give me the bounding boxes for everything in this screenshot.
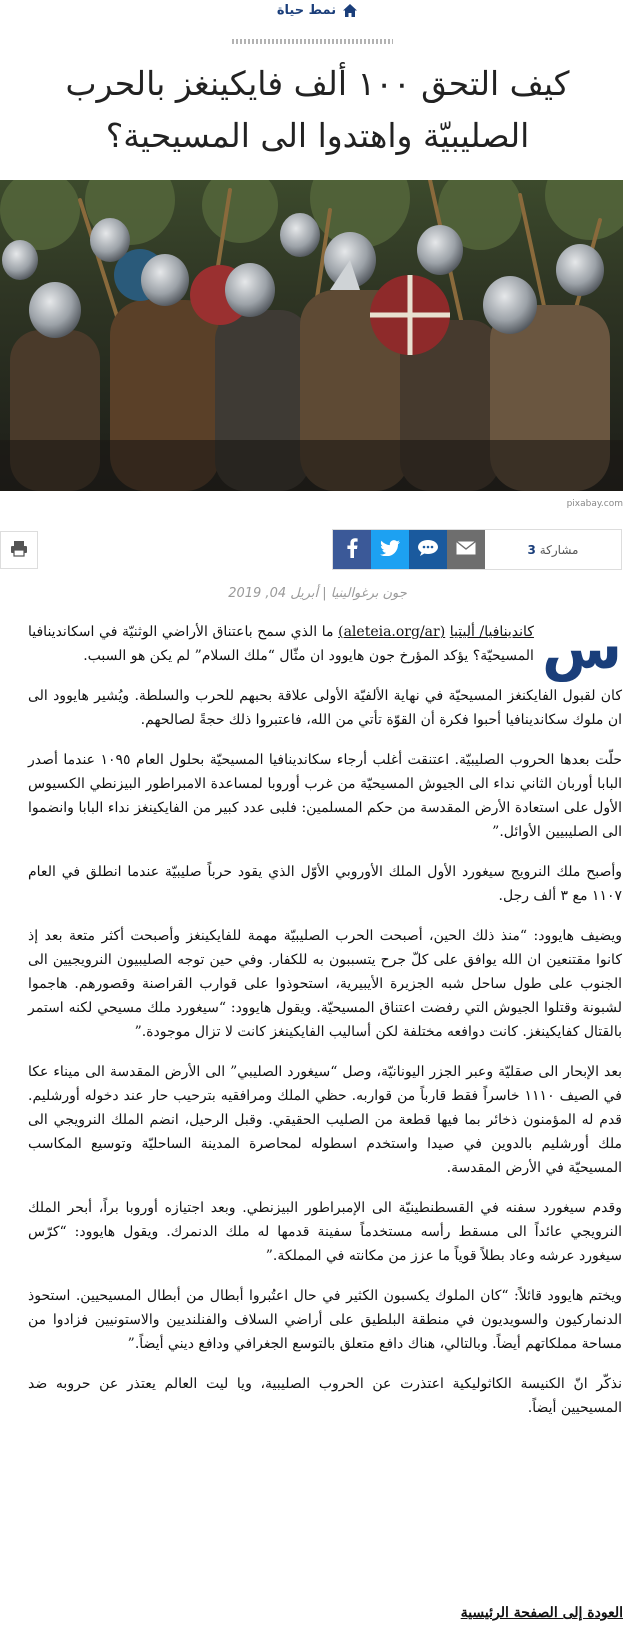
article-body: [28, 614, 623, 1436]
location-link[interactable]: كاندينافيا/ أليتيا: [449, 624, 534, 640]
comment-button[interactable]: [409, 530, 447, 569]
print-button[interactable]: [0, 531, 38, 569]
hero-image: [0, 180, 623, 491]
section-label: نمط حياة: [276, 3, 337, 18]
printer-icon: [10, 540, 28, 561]
article-paragraph: كان لقبول الفايكنغز المسيحيّة في نهاية الألفيّة الأولى علاقة بحبهم للحرب والسلطة. ويُشير هايوود الى ان ملوك سكاندينافيا أحبوا فكرة أن القوّة تأتي من الله، فاعتبروا ذلك حجةً لصالحهم.: [28, 688, 622, 728]
share-count: [485, 543, 621, 557]
section-tag: [0, 3, 635, 22]
share-bar: [332, 529, 622, 570]
share-count-value: 3: [527, 542, 536, 557]
email-share-button[interactable]: [447, 530, 485, 569]
section-link[interactable]: [277, 3, 358, 18]
twitter-share-button[interactable]: [371, 530, 409, 569]
article-paragraph: وقدم سيغورد سفنه في القسطنطينيّة الى الإمبراطور البيزنطي. وبعد اجتيازه أوروبا براً، أبحر الملك النرويجي عائداً الى مسقط رأسه مستخدماً سفينة قدمها له ملك الدنمرك. ويقول هايوود: “كرّس سيغورد عرشه وعاد بطلاً قوياً ما عزز من مكانته في المملكة.”: [28, 1200, 622, 1264]
article-paragraph: بعد الإبحار الى صقليّة وعبر الجزر اليونانيّة، وصل “سيغورد الصليبي” الى الأرض المقدسة الى ميناء عكا في الصيف ١١١٠ خاسراً فقط قارباً من قواربه. حظي الملك ومرافقيه بترحيب حار عند دخوله أورشليم. قدم له المؤمنون ذخائر بما فيها قطعة من الصليب الحقيقي. وقبل الرحيل، انضم الملك النرويجي الى ملك أورشليم بالدوين في صيدا واستخدم اسطوله لمحاصرة المدينة الساحليّة وتوسيع المكاسب المسيحيّة في الأرض المقدسة.: [28, 1064, 622, 1176]
share-label: مشاركة: [539, 542, 579, 557]
source-link[interactable]: (aleteia.org/ar): [338, 624, 446, 640]
back-to-home-link[interactable]: العودة إلى الصفحة الرئيسية: [460, 1605, 623, 1621]
article-paragraph: ويختم هايوود قائلاً: “كان الملوك يكسبون الكثير في حال اعتُبروا أبطال من أبطال المسيحيين. استحوذ الدنماركيون والسويديون في منطقة البلطيق على أراضي السلاف والفنلنديين والاستونيين فزادوا من مساحة مملكاتهم أيضاً. وبالتالي، هناك دافع متعلق بالتوسع الجغرافي ودافع ديني أيضاً.”: [28, 1288, 622, 1352]
comment-icon: [417, 539, 439, 561]
paragraph-text: ما الذي سمح باعتناق الأراضي الوثنيّة في اسكاندينافيا المسيحيّة؟ يؤكد المؤرخ جون هايوود ان مثّال “ملك السلام” لم يكن هو السبب.: [28, 624, 534, 664]
facebook-icon: [346, 538, 358, 562]
article-paragraph: وأصبح ملك النرويج سيغورد الأول الملك الأوروبي الأوّل الذي يقود حرباً صليبيّة عندما انطلق في العام ١١٠٧ مع ٣ ألف رجل.: [28, 864, 622, 904]
article-paragraph: نذكّر انّ الكنيسة الكاثوليكية اعتذرت عن الحروب الصليبية، ويا ليت العالم يعتذر عن حروبه ضد المسيحيين أيضاً.: [28, 1376, 622, 1416]
email-icon: [456, 540, 476, 559]
article-byline: جون برغوالينيا | أبريل 04, 2019: [228, 586, 407, 601]
image-credit: pixabay.com: [566, 499, 623, 509]
article-paragraph: [28, 614, 622, 682]
article-paragraph: ويضيف هايوود: “منذ ذلك الحين، أصبحت الحرب الصليبيّة مهمة للفايكينغز وأصبحت أكثر متعة بعد إذ كانوا مقتنعين ان الله يوافق على كلّ جرح يتسببون به للكفار. وفي حين توجه الصليبيون النرويجيين الى الجنوب على طول ساحل شبه الجزيرة الأيبيرية، استحوذوا على قوارب القراصنة وقصورهم. هاجموا لشبونة وقتلوا الجيوش التي رفضت اعتناق المسيحيّة. ويقول هايوود: “سيغورد ملك مسيحي لكنه استمر بالقتال كفايكينغز. كانت دوافعه مختلفة لكن أساليب الفايكينغز كانت لا تزال موجودة.”: [28, 928, 623, 1040]
twitter-icon: [380, 540, 400, 560]
facebook-share-button[interactable]: [333, 530, 371, 569]
drop-cap: س: [541, 614, 622, 682]
decorative-divider: [232, 39, 393, 44]
article-paragraph: حلّت بعدها الحروب الصليبيّة. اعتنقت أغلب أرجاء سكاندينافيا المسيحيّة بحلول العام ١٠٩٥ عندما أصدر البابا أوربان الثاني نداء الى الجيوش المسيحيّة من غرب أوروبا لمساعدة الامبراطور البيزنطي الكسيوس الأول على استعادة الأرض المقدسة من حكم المسلمين: فلبى عدد كبير من الفايكينغز نداء البابا وانضموا الى الصليبيين الأوائل.”: [28, 752, 622, 840]
article-headline: كيف التحق ١٠٠ ألف فايكينغز بالحرب الصليبيّة واهتدوا الى المسيحية؟: [65, 64, 570, 155]
home-icon: [342, 3, 358, 18]
